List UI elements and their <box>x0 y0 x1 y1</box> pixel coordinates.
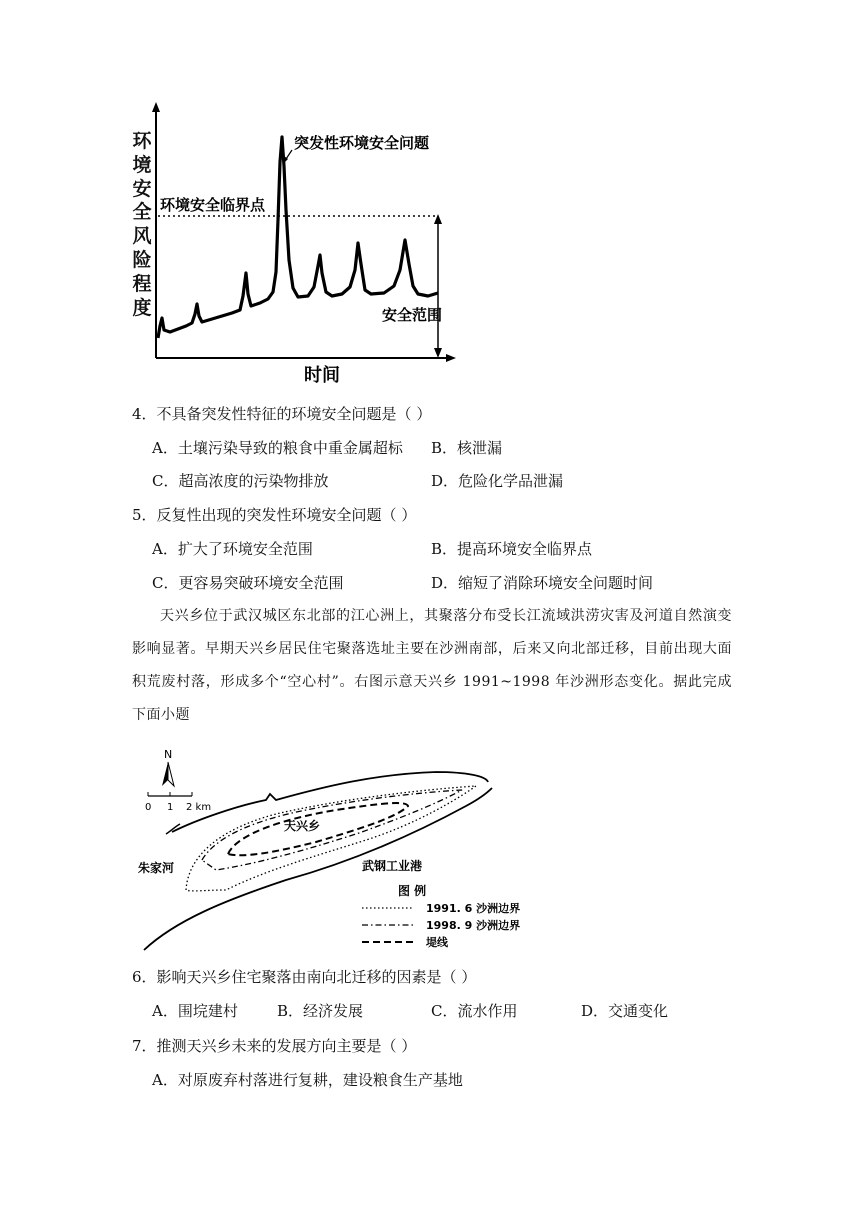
safe-arrow-bottom <box>434 348 442 358</box>
option-text: 交通变化 <box>608 1002 669 1020</box>
option-key: B． <box>277 1002 304 1020</box>
q4-option-d <box>431 471 563 491</box>
option-key: B． <box>431 439 458 457</box>
scale-label-1: 1 <box>167 802 174 813</box>
north-arrow-icon <box>162 762 168 786</box>
question-7 <box>132 1036 416 1056</box>
question-number: 6． <box>132 968 157 986</box>
option-key: A． <box>152 540 178 558</box>
option-text: 土壤污染导致的粮食中重金属超标 <box>177 439 403 457</box>
legend-title: 图 例 <box>398 884 427 898</box>
north-bank <box>172 772 488 832</box>
zhujiahe-label: 朱家河 <box>138 861 175 875</box>
q6-option-c <box>431 1001 518 1021</box>
x-axis-arrow <box>446 354 456 362</box>
safe-arrow-top <box>434 214 442 224</box>
question-stem: 影响天兴乡住宅聚落由南向北迁移的因素是（ ） <box>156 968 477 986</box>
y-label-char: 全 <box>132 201 152 224</box>
option-key: D． <box>431 472 459 490</box>
option-key: D． <box>431 574 459 592</box>
q4-option-a <box>152 438 403 458</box>
option-text: 提高环境安全临界点 <box>457 540 593 558</box>
q4-option-c <box>152 471 329 491</box>
question-number: 5． <box>132 506 157 524</box>
question-stem: 反复性出现的突发性环境安全问题（ ） <box>156 506 417 524</box>
y-label-char: 环 <box>132 130 152 152</box>
option-key: A． <box>152 1071 178 1089</box>
y-axis-arrow <box>152 102 160 112</box>
scale-label-2: 2 km <box>186 802 212 813</box>
option-text: 超高浓度的污染物排放 <box>178 472 329 490</box>
option-key: A． <box>152 439 178 457</box>
question-5 <box>132 505 416 525</box>
peak-label: 突发性环境安全问题 <box>294 134 430 152</box>
boundary-1998 <box>202 790 462 870</box>
option-text: 更容易突破环境安全范围 <box>178 574 344 592</box>
q5-option-d <box>431 573 653 593</box>
option-key: D． <box>581 1002 609 1020</box>
question-stem: 推测天兴乡未来的发展方向主要是（ ） <box>156 1037 417 1055</box>
question-number: 7． <box>132 1037 157 1055</box>
map-svg <box>136 740 536 955</box>
question-6 <box>132 967 476 987</box>
y-label-char: 度 <box>132 296 152 319</box>
scale-label-0: 0 <box>145 802 152 813</box>
q5-option-a <box>152 539 313 559</box>
port-label: 武钢工业港 <box>362 859 423 873</box>
option-text: 经济发展 <box>303 1002 364 1020</box>
q7-option-a <box>152 1070 463 1090</box>
option-key: C． <box>152 472 179 490</box>
y-label-char: 风 <box>132 225 152 248</box>
q6-option-b <box>277 1001 363 1021</box>
x-axis-label: 时间 <box>304 365 340 386</box>
threshold-label: 环境安全临界点 <box>160 196 266 214</box>
tianxing-map <box>136 740 536 955</box>
option-key: A． <box>152 1002 178 1020</box>
question-stem: 不具备突发性特征的环境安全问题是（ ） <box>156 405 432 423</box>
safe-range-label: 安全范围 <box>382 306 443 324</box>
option-key: B． <box>431 540 458 558</box>
q5-option-c <box>152 573 344 593</box>
tianxing-label: 天兴乡 <box>284 819 321 833</box>
legend-levee: 堤线 <box>426 936 448 949</box>
q4-option-b <box>431 438 502 458</box>
option-text: 流水作用 <box>457 1002 518 1020</box>
question-4 <box>132 404 431 424</box>
risk-figure <box>128 100 468 390</box>
legend-1991: 1991. 6 沙洲边界 <box>426 902 521 915</box>
passage: 天兴乡位于武汉城区东北部的江心洲上，其聚落分布受长江流域洪涝灾害及河道自然演变影响显著。早期天兴乡居民住宅聚落选址主要在沙洲南部，后来又向北部迁移，目前出现大面积荒废村落，形成多个“空心村”。右图示意天兴乡 1991~1998 年沙洲形态变化。据此完成下面小题 <box>132 608 732 723</box>
option-text: 对原废弃村落进行复耕，建设粮食生产基地 <box>177 1071 463 1089</box>
option-text: 围垸建村 <box>177 1002 238 1020</box>
option-text: 危险化学品泄漏 <box>458 472 564 490</box>
question-number: 4． <box>132 405 157 423</box>
north-label: N <box>164 748 173 761</box>
option-text: 扩大了环境安全范围 <box>177 540 313 558</box>
y-label-char: 境 <box>132 153 152 176</box>
q5-option-b <box>431 539 592 559</box>
option-text: 缩短了消除环境安全问题时间 <box>458 574 654 592</box>
option-key: C． <box>431 1002 458 1020</box>
risk-chart-svg <box>128 100 468 390</box>
option-key: C． <box>152 574 179 592</box>
legend-1998: 1998. 9 沙洲边界 <box>426 919 521 932</box>
y-label-char: 程 <box>132 272 152 295</box>
y-label-char: 险 <box>132 248 152 271</box>
q6-option-d <box>581 1001 668 1021</box>
option-text: 核泄漏 <box>457 439 503 457</box>
q6-option-a <box>152 1001 238 1021</box>
y-label-char: 安 <box>132 177 152 200</box>
north-arrow-outline <box>168 762 174 786</box>
